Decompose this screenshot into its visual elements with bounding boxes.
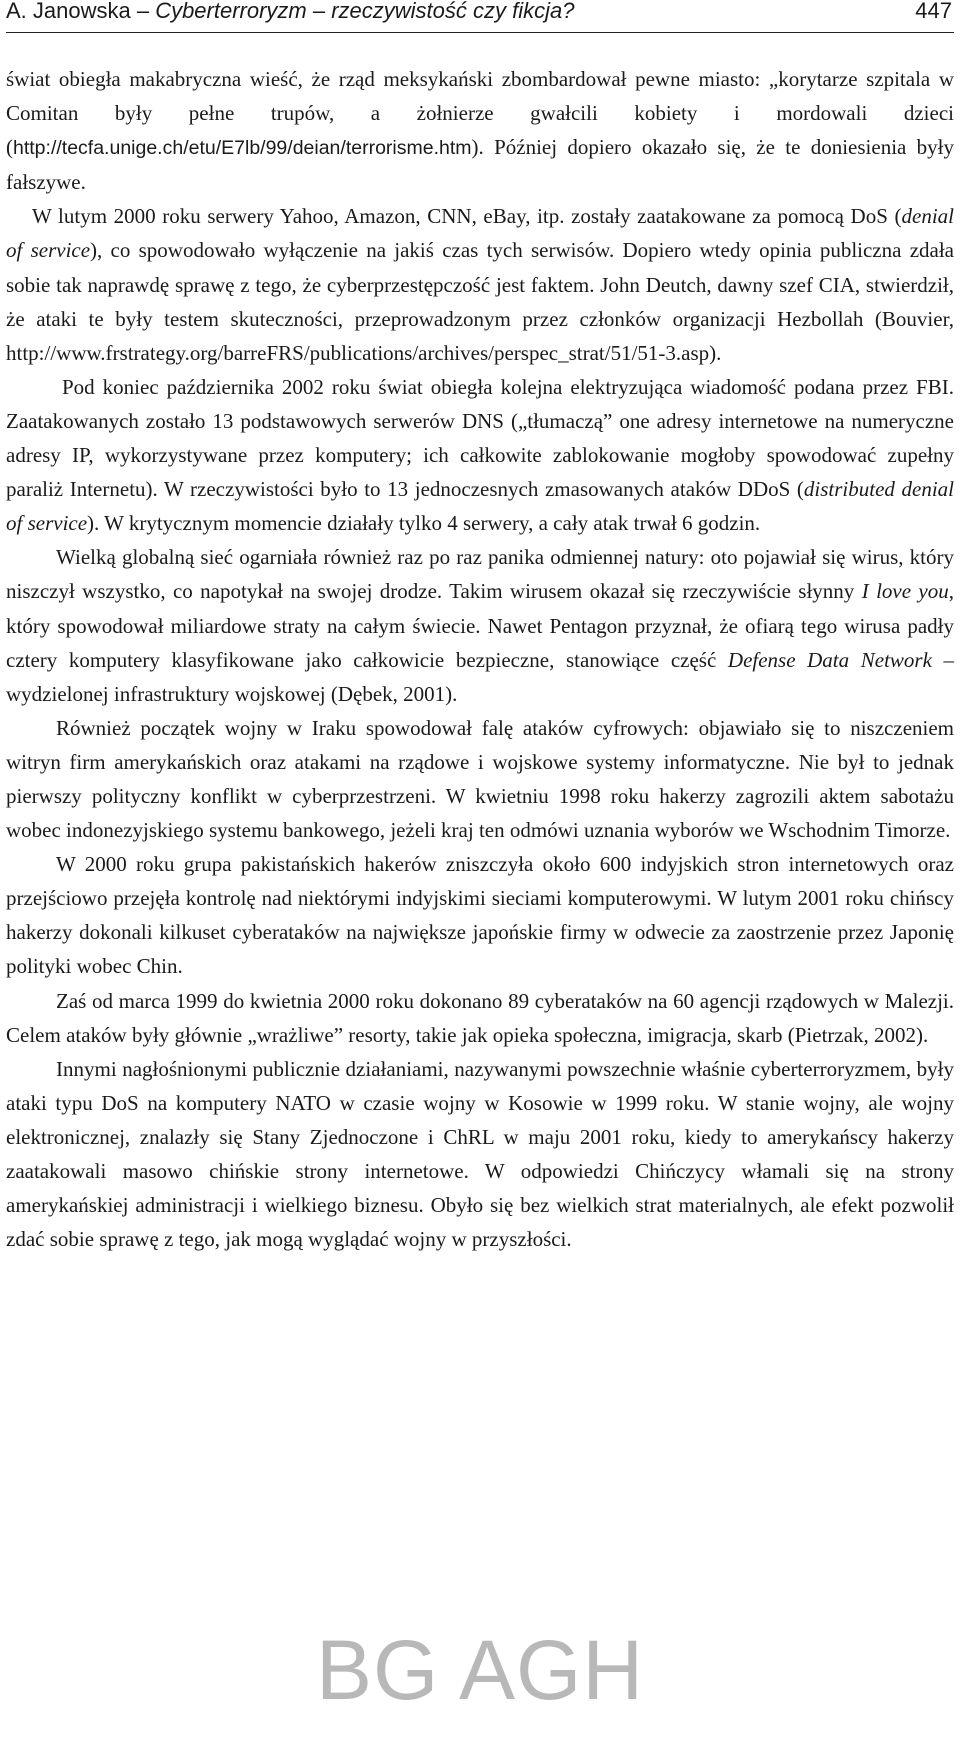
url-reference: http://tecfa.unige.ch/etu/E7lb/99/deian/terrorisme.htm (13, 137, 472, 160)
page-number: 447 (915, 0, 952, 23)
text-run: W lutym 2000 roku serwery Yahoo, Amazon, CNN, eBay, itp. zostały zaatakowane za pomocą DoS ( (32, 204, 902, 229)
italic-term: I love you (861, 579, 949, 604)
italic-term: Defense Data Network (727, 647, 932, 672)
body-text (6, 62, 954, 1256)
paragraph (6, 62, 954, 199)
header-title: Cyberterroryzm – rzeczywistość czy fikcja? (155, 0, 575, 23)
paragraph (6, 847, 954, 983)
paragraph (6, 540, 954, 710)
text-run: ), co spowodowało wyłączenie na jakiś czas tych serwisów. Dopiero wtedy opinia publiczna zdała sobie tak naprawdę sprawę z tego, że cyberprzestępczość jest faktem. John Deutch, dawny szef CIA, stwierdził, że ataki te były testem skuteczności, przeprowadzonym przez członków organizacji Hezbollah (Bouvier, http://www.frstrategy.org/barreFRS/publications/archives/perspec_strat/51/51-3.asp). (6, 238, 954, 365)
text-run: Innymi nagłośnionymi publicznie działaniami, nazywanymi powszechnie właśnie cyberterroryzmem, były ataki typu DoS na komputery NATO w czasie wojny w Kosowie w 1999 roku. W stanie wojny, ale wojny elektronicznej, znalazły się Stany Zjednoczone i ChRL w maju 2001 roku, kiedy to amerykańscy hakerzy zaatakowali masowo chińskie strony internetowe. W odpowiedzi Chińczycy włamali się na strony amerykańskiej administracji i wielkiego biznesu. Obyło się bez wielkich strat materialnych, ale efekt pozwolił zdać sobie sprawę z tego, jak mogą wyglądać wojny w przyszłości. (6, 1056, 954, 1252)
running-header (6, 0, 954, 33)
text-run: Również początek wojny w Iraku spowodował falę ataków cyfrowych: objawiało się to niszczeniem witryn firm amerykańskich oraz atakami na rządowe i wojskowe systemy informatyczne. Nie był to jednak pierwszy polityczny konflikt w cyberprzestrzeni. W kwietniu 1998 roku hakerzy zagrozili aktem sabotażu wobec indonezyjskiego systemu bankowego, jeżeli kraj ten odmówi uznania wyborów we Wschodnim Timorze. (6, 715, 954, 843)
text-run: Wielką globalną sieć ogarniała również raz po raz panika odmiennej natury: oto pojawiał się wirus, który niszczył wszystko, co napotykał na swojej drodze. Takim wirusem okazał się rzeczywiście słynny (6, 545, 954, 604)
paragraph (6, 199, 954, 369)
italic-term: denial of service (6, 204, 954, 263)
italic-term: distributed denial of service (6, 477, 955, 536)
paragraph (6, 711, 954, 847)
text-run: ). W krytycznym momencie działały tylko 4 serwery, a cały atak trwał 6 godzin. (87, 511, 761, 536)
text-run: Zaś od marca 1999 do kwietnia 2000 roku dokonano 89 cyberataków na 60 agencji rządowych w Malezji. Celem ataków były głównie „wrażliwe” resorty, takie jak opieka społeczna, imigracja, skarb (Pietrzak, 2002). (6, 988, 954, 1047)
header-author: A. Janowska – (6, 0, 156, 23)
text-run: , który spowodował miliardowe straty na całym świecie. Nawet Pentagon przyznał, że ofiarą tego wirusa padły cztery komputery klasyfikowane jako całkowicie bezpieczne, stanowiące część (6, 579, 955, 672)
text-run: W 2000 roku grupa pakistańskich hakerów zniszczyła około 600 indyjskich stron internetowych oraz przejściowo przejęła kontrolę nad niektórymi indyjskimi sieciami komputerowymi. W lutym 2001 roku chińscy hakerzy dokonali kilkuset cyberataków na największe japońskie firmy w odwecie za zaostrzenie przez Japonię polityki wobec Chin. (6, 852, 954, 979)
text-run: ). Później dopiero okazało się, że te doniesienia były fałszywe. (6, 135, 954, 195)
paragraph (6, 984, 954, 1052)
paragraph (6, 1052, 954, 1257)
library-watermark: BG AGH (315, 1623, 645, 1717)
paragraph (6, 370, 954, 540)
text-run: świat obiegła makabryczna wieść, że rząd meksykański zbombardował pewne miasto: „korytarze szpitala w Comitan były pełne trupów, a żołnierze gwałcili kobiety i mordowali dzieci ( (6, 67, 954, 160)
text-run: – wydzielonej infrastruktury wojskowej (Dębek, 2001). (6, 647, 955, 706)
header-citation (6, 0, 575, 24)
text-run: Pod koniec października 2002 roku świat obiegła kolejna elektryzująca wiadomość podana przez FBI. Zaatakowanych zostało 13 podstawowych serwerów DNS („tłumaczą” one adresy internetowe na numeryczne adresy IP, wykorzystywane przez komputery; ich całkowite zablokowanie mogłoby spowodować zupełny paraliż Internetu). W rzeczywistości było to 13 jednoczesnych zmasowanych ataków DDoS ( (6, 374, 954, 502)
